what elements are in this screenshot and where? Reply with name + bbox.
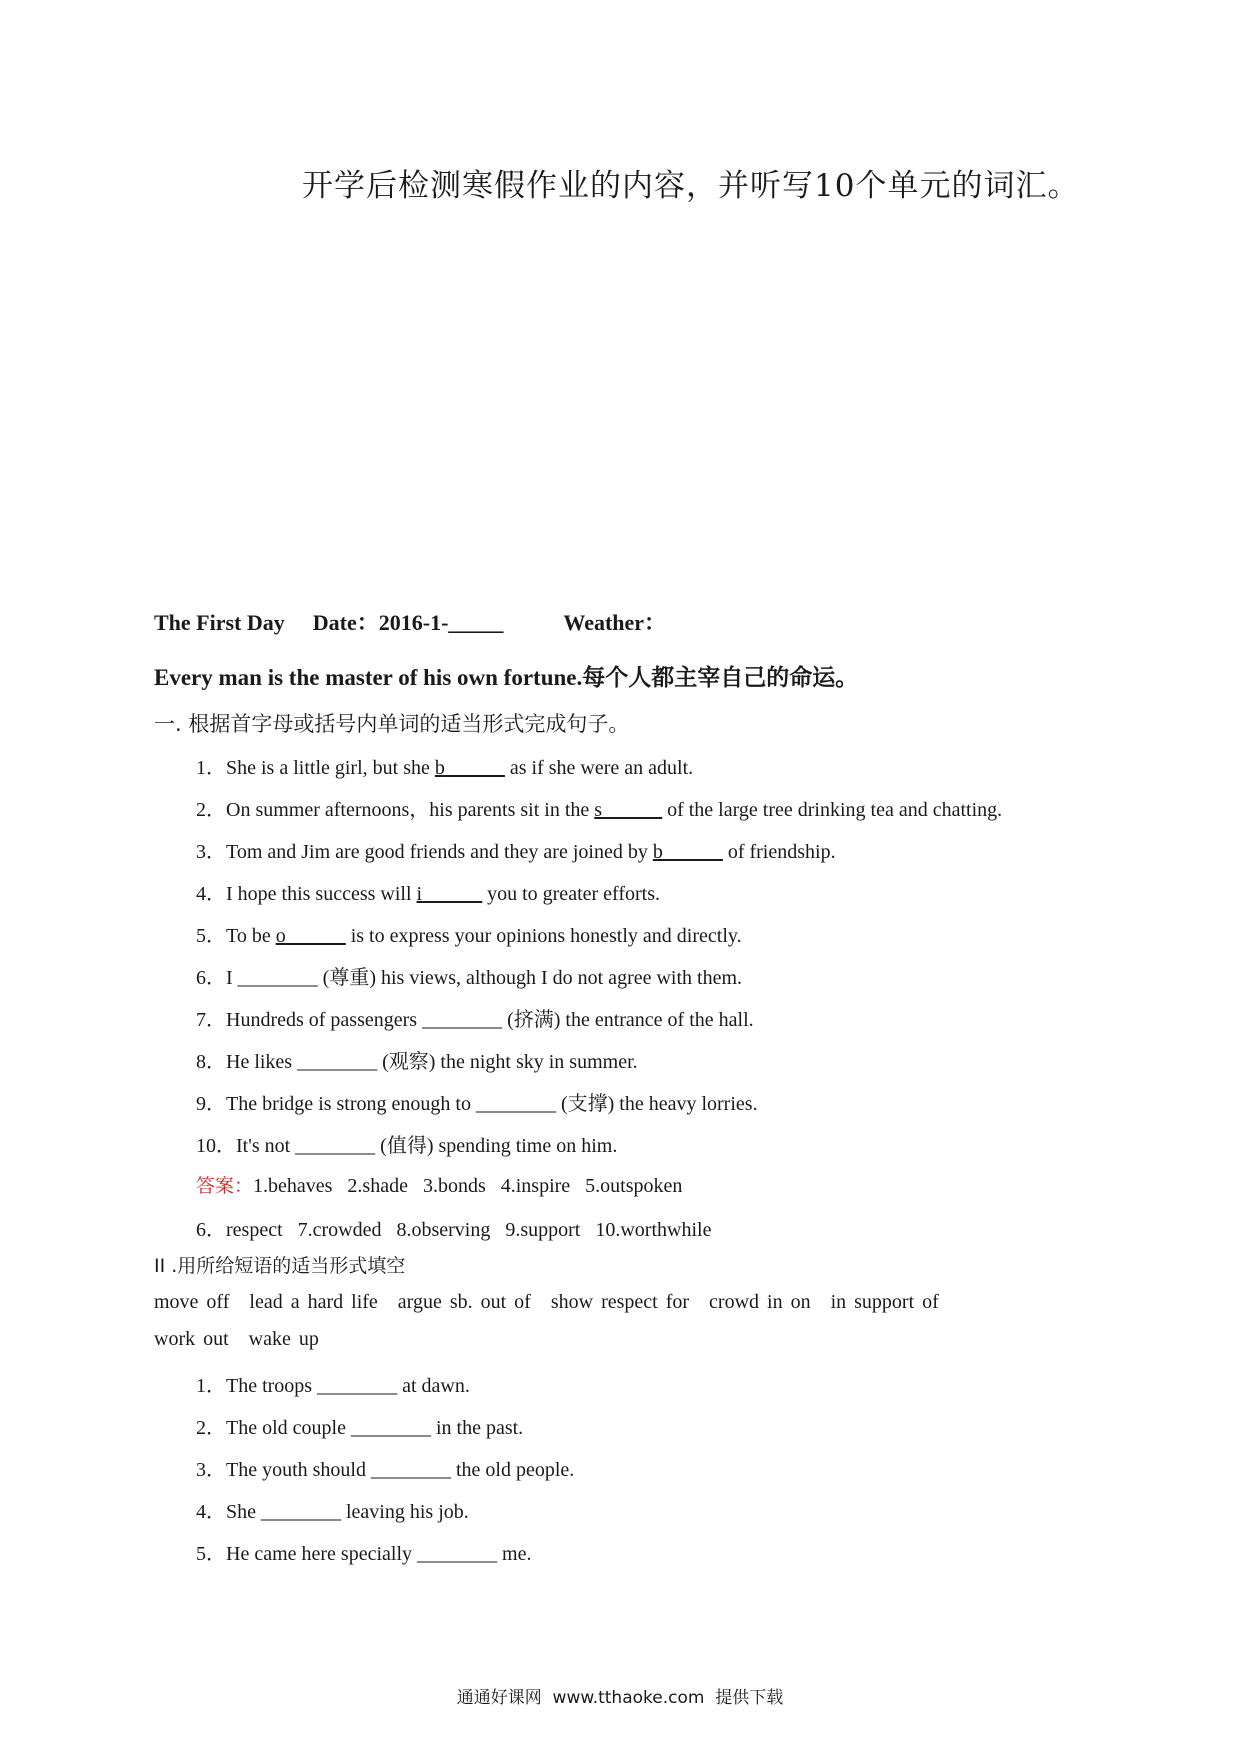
question-number: 5．	[196, 925, 226, 947]
question-4	[196, 877, 660, 906]
phrase: argue sb. out of	[397, 1291, 531, 1313]
question-text: Tom and Jim are good friends and they are joined by	[226, 841, 653, 863]
question-text: you to greater efforts.	[482, 883, 660, 905]
phrase-bank-line-1	[154, 1291, 959, 1314]
phrase: wake up	[248, 1328, 319, 1350]
question-text: To be	[226, 925, 276, 947]
hint-blank: s______	[594, 799, 663, 821]
question-2	[196, 793, 1002, 822]
question-number: 3．	[196, 1459, 226, 1481]
weather-field: Weather：	[563, 610, 667, 635]
question-9	[196, 1087, 758, 1116]
question-text: I ________ (尊重) his views, although I do not agree with them.	[226, 967, 743, 989]
question-1	[196, 751, 693, 780]
question-number: 6．	[196, 967, 226, 989]
question-6	[196, 961, 742, 990]
motto: Every man is the master of his own fortune.每个人都主宰自己的命运。	[154, 665, 859, 690]
footer: 通通好课网 www.tthaoke.com 提供下载	[456, 1688, 784, 1708]
day-title: The First Day	[154, 610, 285, 635]
phrase: crowd in on	[709, 1291, 811, 1313]
hint-blank: b______	[652, 841, 723, 863]
question-number: 4．	[196, 1501, 226, 1523]
section2-title: II .用所给短语的适当形式填空	[154, 1255, 406, 1277]
question-text: The bridge is strong enough to ________ (支撑) the heavy lorries.	[226, 1093, 758, 1115]
phrase: work out	[154, 1328, 229, 1350]
day-header	[154, 606, 666, 637]
question-text: She ________ leaving his job.	[226, 1501, 469, 1523]
question-number: 8．	[196, 1051, 226, 1073]
top-note: 开学后检测寒假作业的内容，并听写10个单元的词汇。	[302, 168, 1080, 204]
question-number: 1．	[196, 1375, 226, 1397]
question-text: I hope this success will	[226, 883, 417, 905]
answer-label: 答案：	[196, 1175, 254, 1197]
question-number: 9．	[196, 1093, 226, 1115]
answers-line-2: 6．respect 7.crowded 8.observing 9.support 10.worthwhile	[196, 1219, 712, 1241]
question-8	[196, 1045, 638, 1074]
question-number: 10．	[196, 1135, 236, 1157]
phrase-bank-line-2	[154, 1328, 339, 1351]
question-text: The youth should ________ the old people.	[226, 1459, 575, 1481]
question-text: He likes ________ (观察) the night sky in summer.	[226, 1051, 638, 1073]
phrase: move off	[154, 1291, 230, 1313]
phrase-question-2	[196, 1411, 523, 1440]
question-number: 3．	[196, 841, 226, 863]
phrase-question-5	[196, 1537, 531, 1566]
question-number: 5．	[196, 1543, 226, 1565]
question-text: is to express your opinions honestly and directly.	[345, 925, 742, 947]
hint-blank: o______	[275, 925, 346, 947]
question-text: of the large tree drinking tea and chatting.	[662, 799, 1003, 821]
phrase: in support of	[830, 1291, 939, 1313]
question-text: as if she were an adult.	[504, 757, 694, 779]
question-number: 2．	[196, 1417, 226, 1439]
answers-line-1	[196, 1171, 682, 1198]
phrase: lead a hard life	[249, 1291, 378, 1313]
question-text: The old couple ________ in the past.	[226, 1417, 524, 1439]
question-5	[196, 919, 742, 948]
question-10	[196, 1129, 617, 1158]
answers-text: 1.behaves 2.shade 3.bonds 4.inspire 5.outspoken	[253, 1175, 683, 1197]
question-text: of friendship.	[722, 841, 836, 863]
phrase-question-3	[196, 1453, 574, 1482]
hint-blank: i______	[416, 883, 483, 905]
question-text: She is a little girl, but she	[226, 757, 435, 779]
phrase: show respect for	[550, 1291, 690, 1313]
section1-title: 一. 根据首字母或括号内单词的适当形式完成句子。	[154, 712, 630, 736]
question-text: The troops ________ at dawn.	[226, 1375, 470, 1397]
phrase-question-1	[196, 1369, 470, 1398]
question-number: 7．	[196, 1009, 226, 1031]
question-text: On summer afternoons，his parents sit in the	[226, 799, 595, 821]
question-number: 1．	[196, 757, 226, 779]
question-number: 2．	[196, 799, 226, 821]
question-text: He came here specially ________ me.	[226, 1543, 532, 1565]
question-text: It's not ________ (值得) spending time on him.	[236, 1135, 618, 1157]
question-3	[196, 835, 836, 864]
hint-blank: b______	[434, 757, 505, 779]
phrase-question-4	[196, 1495, 469, 1524]
question-number: 4．	[196, 883, 226, 905]
question-7	[196, 1003, 754, 1032]
date-field: Date：2016-1-_____	[312, 610, 504, 635]
question-text: Hundreds of passengers ________ (挤满) the entrance of the hall.	[226, 1009, 754, 1031]
